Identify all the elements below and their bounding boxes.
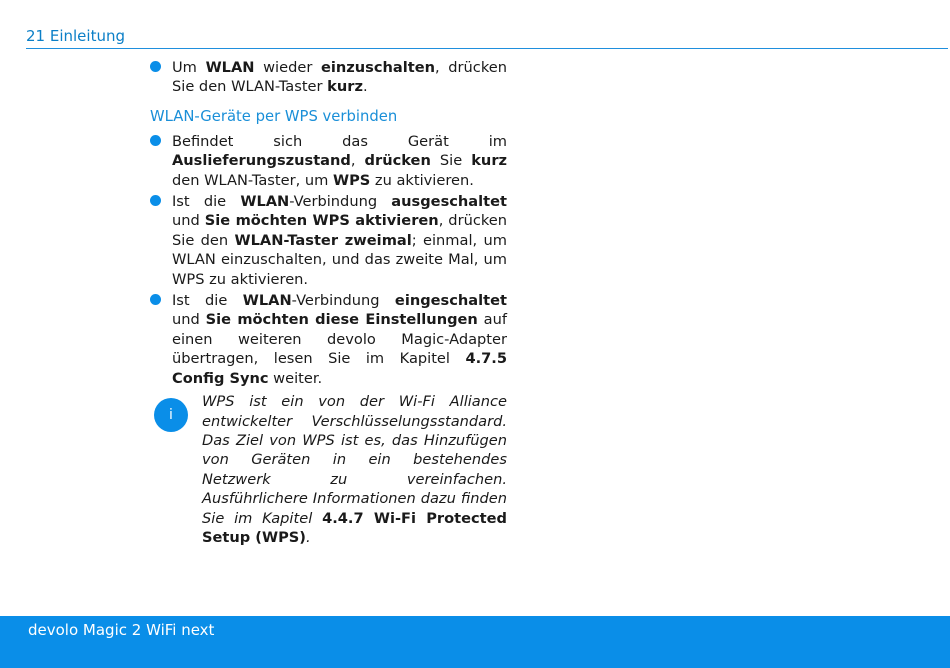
bullet-item-factory-state: Befindet sich das Gerät im Auslieferungszustand, drücken Sie kurz den WLAN-Taster, um WPS zu aktivieren. bbox=[150, 132, 507, 190]
header-title: 21 Einleitung bbox=[26, 27, 125, 45]
bullet-item-wlan-on-transfer: Ist die WLAN-Verbindung eingeschaltet und Sie möchten diese Einstellungen auf einen weiteren devolo Magic-Adapter übertragen, lesen Sie im Kapitel 4.7.5 Config Sync weiter. bbox=[150, 291, 507, 388]
bullet-dot-icon bbox=[150, 61, 161, 72]
note-text: WPS ist ein von der Wi-Fi Alliance entwickelter Verschlüsselungsstandard. Das Ziel von WPS ist es, das Hinzufügen von Geräten in ein bestehendes Netzwerk zu vereinfachen. Ausführlichere Informationen dazu finden Sie im Kapitel 4.4.7 Wi-Fi Protected Setup (WPS). bbox=[202, 393, 507, 546]
main-content bbox=[150, 58, 507, 547]
bullet-item-wlan-on: Um WLAN wieder einzuschalten, drücken Sie den WLAN-Taster kurz. bbox=[150, 58, 507, 97]
info-note bbox=[150, 392, 507, 547]
footer-bar bbox=[0, 616, 950, 668]
info-icon: i bbox=[154, 398, 188, 432]
section-heading: WLAN-Geräte per WPS verbinden bbox=[150, 107, 398, 125]
bullet-dot-icon bbox=[150, 195, 161, 206]
footer-product-name: devolo Magic 2 WiFi next bbox=[28, 621, 215, 639]
bullet-dot-icon bbox=[150, 294, 161, 305]
running-header bbox=[26, 27, 948, 49]
bullet-item-wlan-off: Ist die WLAN-Verbindung ausgeschaltet und Sie möchten WPS aktivieren, drücken Sie den WLAN-Taster zweimal; einmal, um WLAN einzuschalten, und das zweite Mal, um WPS zu aktivieren. bbox=[150, 192, 507, 289]
bullet-dot-icon bbox=[150, 135, 161, 146]
